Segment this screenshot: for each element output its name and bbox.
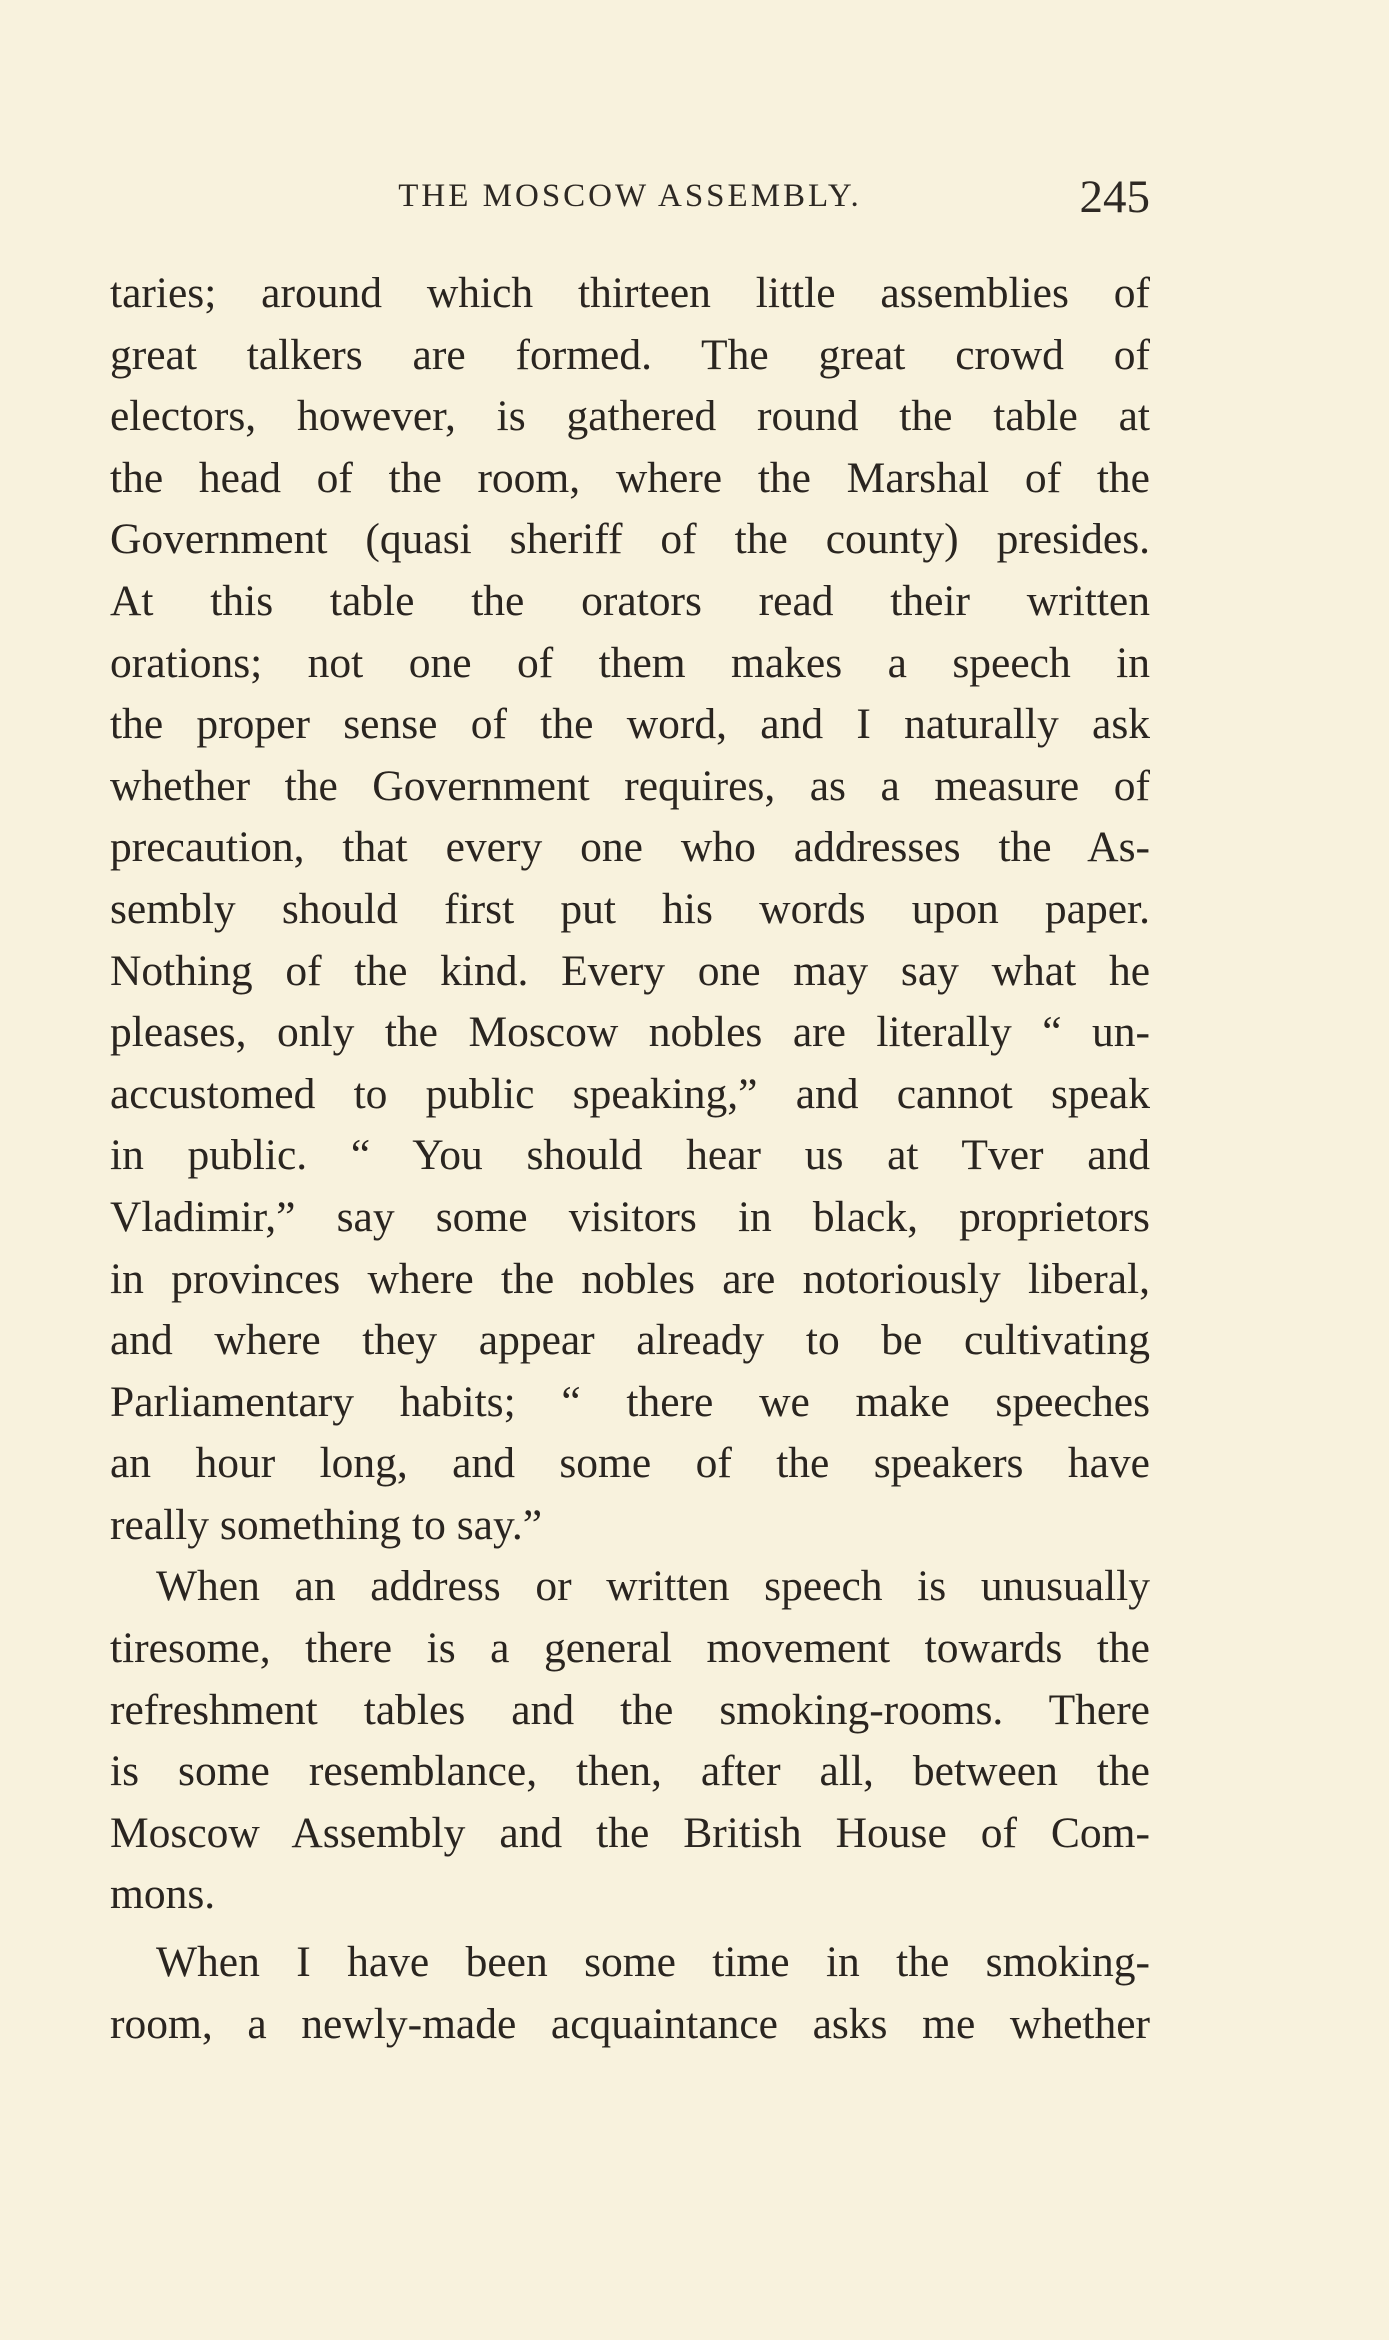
text-line: Government (quasi sheriff of the county) presides. [110,515,1150,564]
paragraph [110,1556,1150,1926]
text-line: orations; not one of them makes a speech in [110,638,1150,687]
text-line: room, a newly-made acquaintance asks me whether [110,1999,1150,2048]
text-line: the head of the room, where the Marshal of the [110,453,1150,502]
text-line: whether the Government requires, as a measure of [110,761,1150,810]
text-line: sembly should first put his words upon paper. [110,884,1150,933]
body-text [110,263,1150,2055]
text-line: When I have been some time in the smoking- [156,1938,1150,1987]
text-line: and where they appear already to be cultivating [110,1316,1150,1365]
text-line: At this table the orators read their written [110,576,1150,625]
text-line: taries; around which thirteen little assemblies of [110,269,1150,317]
text-line: in public. “ You should hear us at Tver and [110,1131,1150,1180]
text-line: Nothing of the kind. Every one may say what he [110,946,1150,995]
text-line: When an address or written speech is unusually [156,1562,1150,1611]
text-line: accustomed to public speaking,” and cannot speak [110,1069,1150,1118]
text-line: great talkers are formed. The great crowd of [110,330,1150,379]
text-line: an hour long, and some of the speakers have [110,1439,1150,1488]
text-line: Parliamentary habits; “ there we make speeches [110,1377,1150,1426]
text-line: Moscow Assembly and the British House of Com- [110,1808,1150,1857]
running-head [110,170,1150,230]
text-line: tiresome, there is a general movement towards the [110,1624,1150,1673]
text-line: really something to say.” [110,1500,543,1549]
page-number: 245 [1079,171,1150,223]
text-line: in provinces where the nobles are notoriously liberal, [110,1254,1150,1303]
text-line: electors, however, is gathered round the table at [110,392,1150,441]
paragraph [110,263,1150,1556]
text-line: pleases, only the Moscow nobles are literally “ un- [110,1008,1150,1057]
text-line: is some resemblance, then, after all, between the [110,1747,1150,1796]
text-line: the proper sense of the word, and I naturally ask [110,700,1150,749]
paragraph [110,1932,1150,2055]
text-line: precaution, that every one who addresses the As- [110,823,1150,872]
running-title: THE MOSCOW ASSEMBLY. [398,178,862,214]
text-line: refreshment tables and the smoking-rooms. There [110,1685,1150,1734]
text-line: Vladimir,” say some visitors in black, proprietors [110,1192,1150,1241]
text-line: mons. [110,1870,216,1919]
